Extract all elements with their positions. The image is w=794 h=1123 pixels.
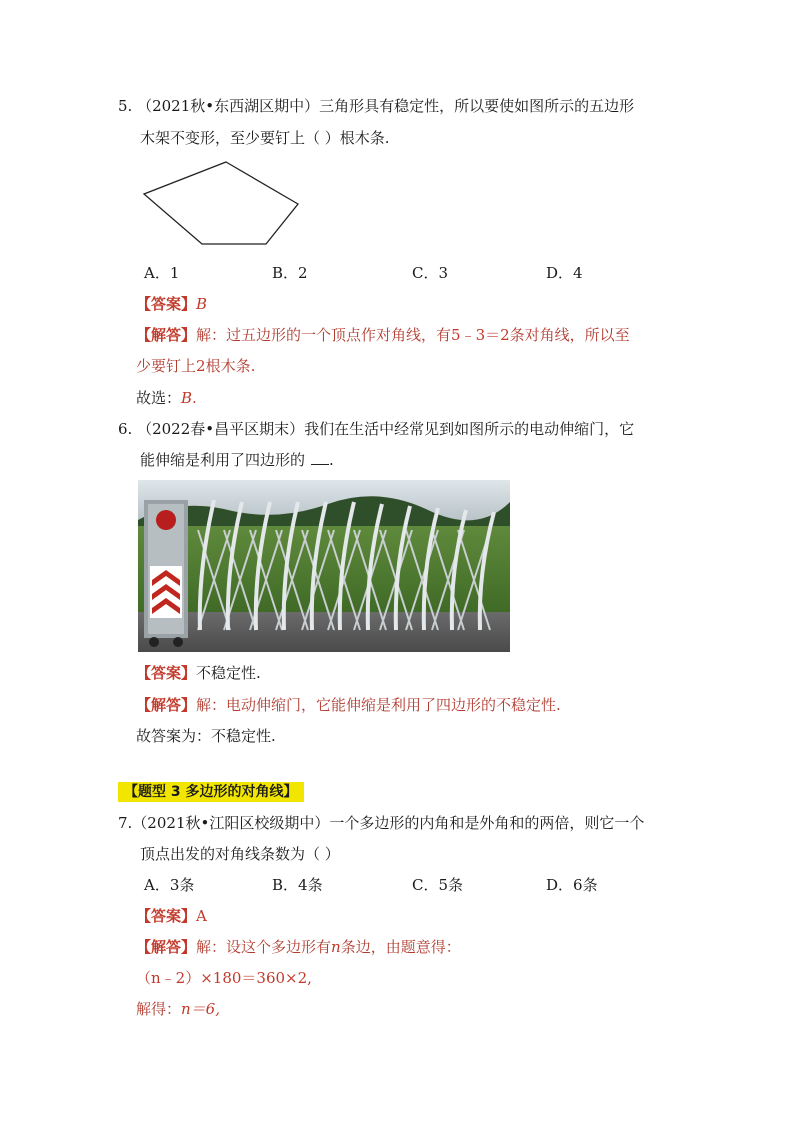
stem-period: . — [329, 451, 334, 469]
answer-tag: 【答案】 — [136, 907, 197, 925]
solution-expression: 5﹣3＝2 — [451, 326, 510, 344]
solution-text-end: 条边，由题意得： — [340, 938, 461, 956]
q5-option-b[interactable]: B．2 — [272, 264, 308, 282]
answer-value: B — [196, 295, 208, 313]
q7-equation: （n﹣2）×180＝360×2, — [136, 969, 312, 987]
choice-value: B. — [181, 389, 197, 407]
solution-text: 少要钉上 — [136, 357, 197, 375]
q7-result — [136, 999, 220, 1019]
q6-stem-line1: 6. （2022春•昌平区期末）我们在生活中经常见到如图所示的电动伸缩门，它 — [118, 420, 635, 438]
stem-text: 能伸缩是利用了四边形的 — [140, 451, 306, 469]
q5-solution-line1 — [136, 325, 630, 345]
q7-stem-line1: 7.（2021秋•江阳区校级期中）一个多边形的内角和是外角和的两倍，则它一个 — [118, 814, 645, 832]
q7-option-d[interactable]: D．6条 — [546, 876, 598, 894]
solution-tag: 【解答】 — [136, 938, 197, 956]
solution-tag: 【解答】 — [136, 696, 197, 714]
solution-text-end: 根木条. — [205, 357, 256, 375]
q5-stem-line2: 木架不变形，至少要钉上（ ）根木条. — [140, 129, 390, 147]
answer-value: A — [196, 907, 207, 925]
solution-text: 解：电动伸缩门，它能伸缩是利用了四边形的不稳定性. — [196, 696, 561, 714]
result-label: 解得： — [136, 1000, 182, 1018]
q5-choice — [136, 388, 197, 408]
choice-label: 故选： — [136, 389, 182, 407]
q5-solution-line2 — [136, 356, 255, 376]
q7-answer — [136, 906, 207, 926]
section-banner: 【题型 3 多边形的对角线】 — [118, 782, 304, 802]
q7-option-c[interactable]: C．5条 — [412, 876, 464, 894]
solution-number: 2 — [196, 357, 206, 375]
retractable-gate-photo — [138, 480, 510, 652]
q5-option-a[interactable]: A．1 — [144, 264, 180, 282]
q6-stem-line2 — [140, 450, 334, 470]
answer-value: 不稳定性. — [196, 664, 261, 682]
pentagon-figure — [140, 158, 304, 250]
q5-answer — [136, 294, 207, 314]
solution-text-end: 条对角线，所以至 — [509, 326, 630, 344]
q5-option-c[interactable]: C．3 — [412, 264, 449, 282]
solution-text: 解：过五边形的一个顶点作对角线，有 — [196, 326, 452, 344]
solution-tag: 【解答】 — [136, 326, 197, 344]
answer-tag: 【答案】 — [136, 664, 197, 682]
q7-stem-line2: 顶点出发的对角线条数为（ ） — [140, 845, 340, 863]
q6-solution — [136, 695, 561, 715]
fill-blank[interactable] — [311, 450, 329, 465]
q7-solution — [136, 937, 461, 957]
answer-tag: 【答案】 — [136, 295, 197, 313]
q6-final: 故答案为：不稳定性. — [136, 727, 276, 745]
q5-option-d[interactable]: D．4 — [546, 264, 583, 282]
q7-option-a[interactable]: A．3条 — [144, 876, 195, 894]
q5-stem-line1: 5. （2021秋•东西湖区期中）三角形具有稳定性，所以要使如图所示的五边形 — [118, 97, 635, 115]
solution-text: 解：设这个多边形有 — [196, 938, 332, 956]
q7-option-b[interactable]: B．4条 — [272, 876, 323, 894]
result-value: n＝6, — [181, 1000, 220, 1018]
variable-n: n — [331, 938, 341, 956]
q6-answer — [136, 663, 261, 683]
